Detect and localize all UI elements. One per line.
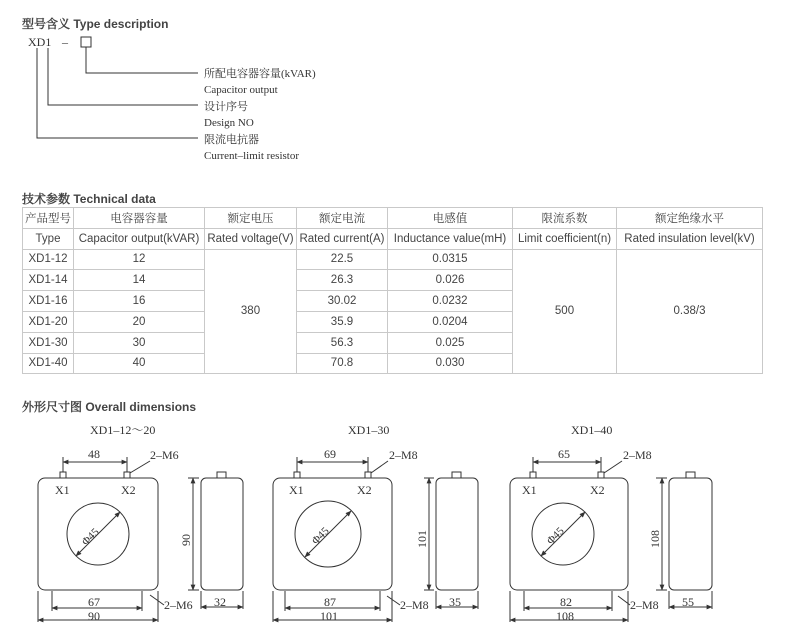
outer-width-label: 90 — [88, 609, 100, 623]
cell-type: XD1-20 — [23, 311, 74, 332]
diagram-xd1-40 — [510, 423, 712, 623]
cell-inductance: 0.026 — [388, 270, 513, 291]
cell-inductance: 0.0204 — [388, 311, 513, 332]
top-spacing-label: 69 — [324, 447, 336, 461]
terminal-x1 — [294, 472, 300, 478]
cell-inductance: 0.030 — [388, 353, 513, 374]
height-label: 90 — [179, 534, 193, 546]
cell-current: 22.5 — [297, 249, 388, 270]
terminal-x2-label: X2 — [357, 483, 372, 497]
cell-inductance: 0.0315 — [388, 249, 513, 270]
outer-width-label: 101 — [320, 609, 338, 623]
diagram-xd1-30 — [273, 423, 478, 623]
terminal-x1 — [60, 472, 66, 478]
side-terminal — [686, 472, 695, 478]
bottom-bolt-label: 2–M6 — [164, 598, 193, 612]
top-bolt-label: 2–M8 — [389, 448, 418, 462]
terminal-x2 — [365, 472, 371, 478]
diagram-title: XD1–40 — [571, 423, 613, 437]
code-placeholder-box — [81, 37, 91, 47]
header-insulation-zh: 额定绝缘水平 — [617, 208, 763, 229]
height-label: 108 — [648, 530, 662, 548]
terminal-x1-label: X1 — [522, 483, 537, 497]
cell-capacity: 20 — [74, 311, 205, 332]
dims-section-title: 外形尺寸图 Overall dimensions — [22, 400, 197, 414]
top-spacing-label: 48 — [88, 447, 100, 461]
cell-type: XD1-12 — [23, 249, 74, 270]
header-limit-en: Limit coefficient(n) — [513, 228, 617, 249]
bottom-bolt-label: 2–M8 — [630, 598, 659, 612]
leader-line-resistor — [37, 48, 198, 138]
terminal-x2 — [598, 472, 604, 478]
inner-width-label: 87 — [324, 595, 336, 609]
top-spacing-label: 65 — [558, 447, 570, 461]
def-design-en: Design NO — [204, 117, 254, 129]
cell-capacity: 12 — [74, 249, 205, 270]
cell-capacity: 40 — [74, 353, 205, 374]
cell-type: XD1-40 — [23, 353, 74, 374]
cell-current: 56.3 — [297, 332, 388, 353]
type-section-title: 型号含义 Type description — [22, 17, 169, 31]
depth-label: 55 — [682, 595, 694, 609]
terminal-x1-label: X1 — [289, 483, 304, 497]
leader-line-capacitor — [86, 47, 198, 73]
header-insulation-en: Rated insulation level(kV) — [617, 228, 763, 249]
model-dash: – — [62, 35, 68, 49]
bottom-bolt-label: 2–M8 — [400, 598, 429, 612]
depth-label: 32 — [214, 595, 226, 609]
cell-current: 30.02 — [297, 291, 388, 312]
tech-section-title: 技术参数 Technical data — [22, 192, 156, 206]
header-current-en: Rated current(A) — [297, 228, 388, 249]
top-bolt-label: 2–M8 — [623, 448, 652, 462]
header-capacity-en: Capacitor output(kVAR) — [74, 228, 205, 249]
cell-inductance: 0.025 — [388, 332, 513, 353]
cell-current: 70.8 — [297, 353, 388, 374]
def-resistor-zh: 限流电抗器 — [204, 134, 259, 146]
hole-label: Φ45 — [544, 525, 567, 548]
cell-capacity: 14 — [74, 270, 205, 291]
header-capacity-zh: 电容器容量 — [74, 208, 205, 229]
side-view — [201, 478, 243, 590]
terminal-x2 — [124, 472, 130, 478]
def-design-zh: 设计序号 — [204, 101, 248, 113]
table-header-row-en — [23, 228, 763, 249]
def-resistor-en: Current–limit resistor — [204, 150, 300, 162]
dimension-drawings — [0, 415, 786, 639]
cell-limit-coefficient: 500 — [513, 249, 617, 374]
terminal-x1-label: X1 — [55, 483, 70, 497]
type-code-diagram — [0, 0, 400, 180]
diagram-xd1-12-20 — [38, 423, 243, 623]
terminal-x1 — [530, 472, 536, 478]
spec-table — [22, 207, 763, 374]
terminal-x2-label: X2 — [590, 483, 605, 497]
cell-insulation-level: 0.38/3 — [617, 249, 763, 374]
side-terminal — [217, 472, 226, 478]
header-voltage-zh: 额定电压 — [205, 208, 297, 229]
side-terminal — [452, 472, 461, 478]
height-label: 101 — [415, 530, 429, 548]
cell-type: XD1-16 — [23, 291, 74, 312]
def-capacitor-en: Capacitor output — [204, 84, 278, 96]
inner-width-label: 67 — [88, 595, 100, 609]
model-code: XD1 — [28, 35, 52, 49]
def-capacitor-zh: 所配电容器容量(kVAR) — [204, 68, 316, 80]
cell-current: 26.3 — [297, 270, 388, 291]
top-bolt-label: 2–M6 — [150, 448, 179, 462]
cell-capacity: 30 — [74, 332, 205, 353]
header-inductance-zh: 电感值 — [388, 208, 513, 229]
header-inductance-en: Inductance value(mH) — [388, 228, 513, 249]
cell-type: XD1-14 — [23, 270, 74, 291]
header-voltage-en: Rated voltage(V) — [205, 228, 297, 249]
outer-width-label: 108 — [556, 609, 574, 623]
header-type-en: Type — [23, 228, 74, 249]
side-view — [669, 478, 712, 590]
hole-label: Φ45 — [79, 526, 102, 549]
cell-inductance: 0.0232 — [388, 291, 513, 312]
cell-type: XD1-30 — [23, 332, 74, 353]
inner-width-label: 82 — [560, 595, 572, 609]
header-type-zh: 产品型号 — [23, 208, 74, 229]
table-header-row-zh — [23, 208, 763, 229]
terminal-x2-label: X2 — [121, 483, 136, 497]
diagram-title: XD1–30 — [348, 423, 390, 437]
diagram-title: XD1–12～20 — [90, 423, 156, 437]
side-view — [436, 478, 478, 590]
header-limit-zh: 限流系数 — [513, 208, 617, 229]
leader-line-design-no — [48, 48, 198, 105]
cell-voltage: 380 — [205, 249, 297, 374]
header-current-zh: 额定电流 — [297, 208, 388, 229]
cell-capacity: 16 — [74, 291, 205, 312]
depth-label: 35 — [449, 595, 461, 609]
hole-label: Φ45 — [309, 525, 332, 548]
cell-current: 35.9 — [297, 311, 388, 332]
table-row — [23, 249, 763, 270]
